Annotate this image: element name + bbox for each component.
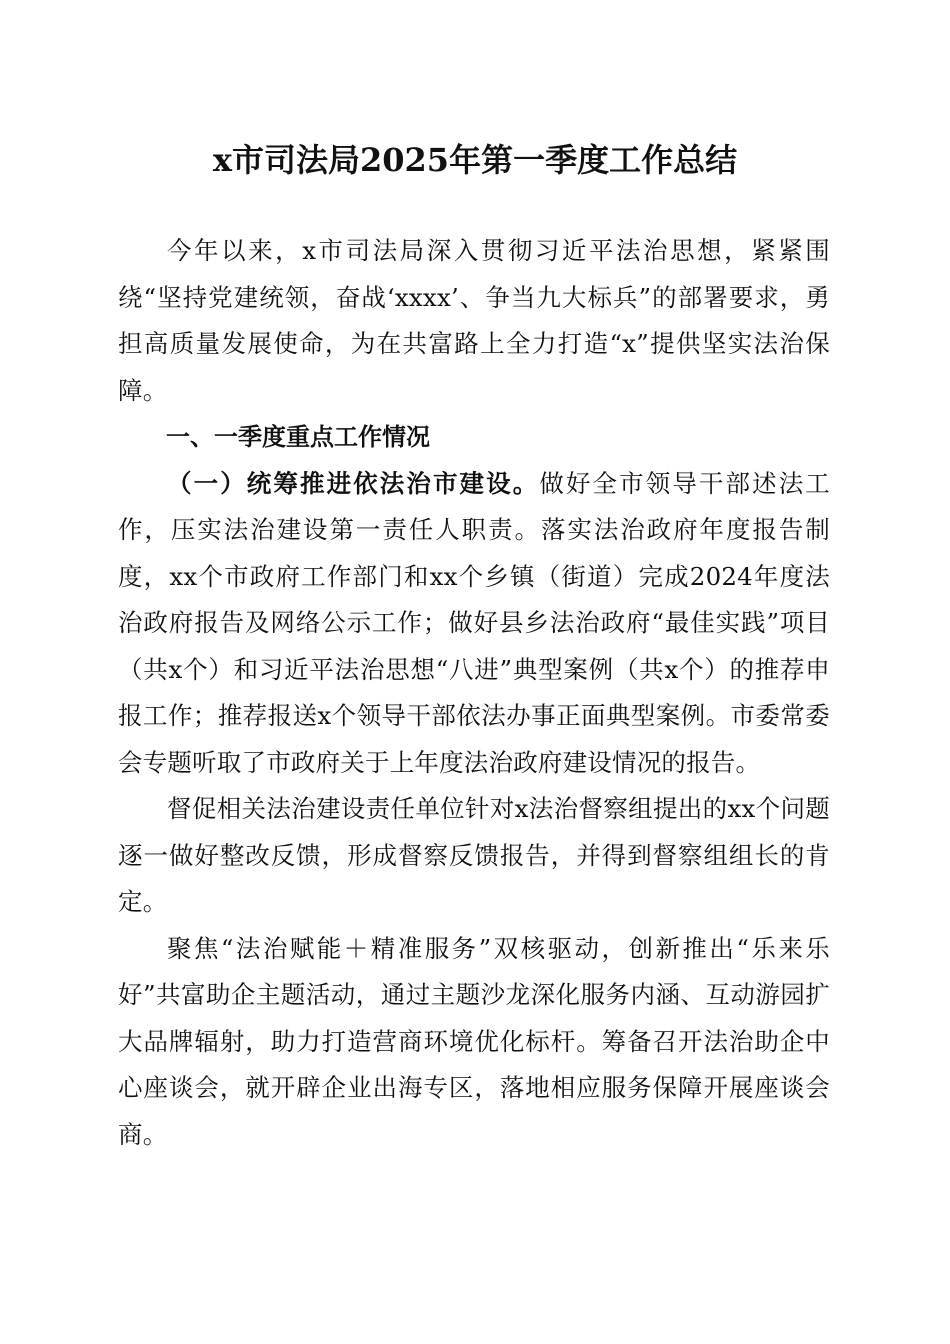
rectification-paragraph: 督促相关法治建设责任单位针对x法治督察组提出的xx个问题逐一做好整改反馈，形成督察反馈报告，并得到督察组组长的肯定。	[118, 794, 830, 916]
document-body	[118, 228, 830, 1158]
enterprise-service-paragraph: 聚焦“法治赋能＋精准服务”双核驱动，创新推出“乐来乐好”共富助企主题活动，通过主题沙龙深化服务内涵、互动游园扩大品牌辐射，助力打造营商环境优化标杆。筹备召开法治助企中心座谈会，就开辟企业出海专区，落地相应服务保障开展座谈会商。	[118, 933, 830, 1149]
subsection-heading: （一）统筹推进依法治市建设。	[167, 468, 540, 498]
document-title: x市司法局2025年第一季度工作总结	[212, 141, 738, 179]
section-heading: 一、一季度重点工作情况	[166, 423, 430, 451]
intro-paragraph: 今年以来，x市司法局深入贯彻习近平法治思想，紧紧围绕“坚持党建统领，奋战‘xxxx’、争当九大标兵”的部署要求，勇担高质量发展使命，为在共富路上全力打造“x”提供坚实法治保障。	[118, 236, 830, 405]
subsection-paragraph	[118, 461, 830, 787]
subsection-text: 做好全市领导干部述法工作，压实法治建设第一责任人职责。落实法治政府年度报告制度，xx个市政府工作部门和xx个乡镇（街道）完成2024年度法治政府报告及网络公示工作；做好县乡法治政府“最佳实践”项目（共x个）和习近平法治思想“八进”典型案例（共x个）的推荐申报工作；推荐报送x个领导干部依法办事正面典型案例。市委常委会专题听取了市政府关于上年度法治政府建设情况的报告。	[118, 468, 830, 777]
